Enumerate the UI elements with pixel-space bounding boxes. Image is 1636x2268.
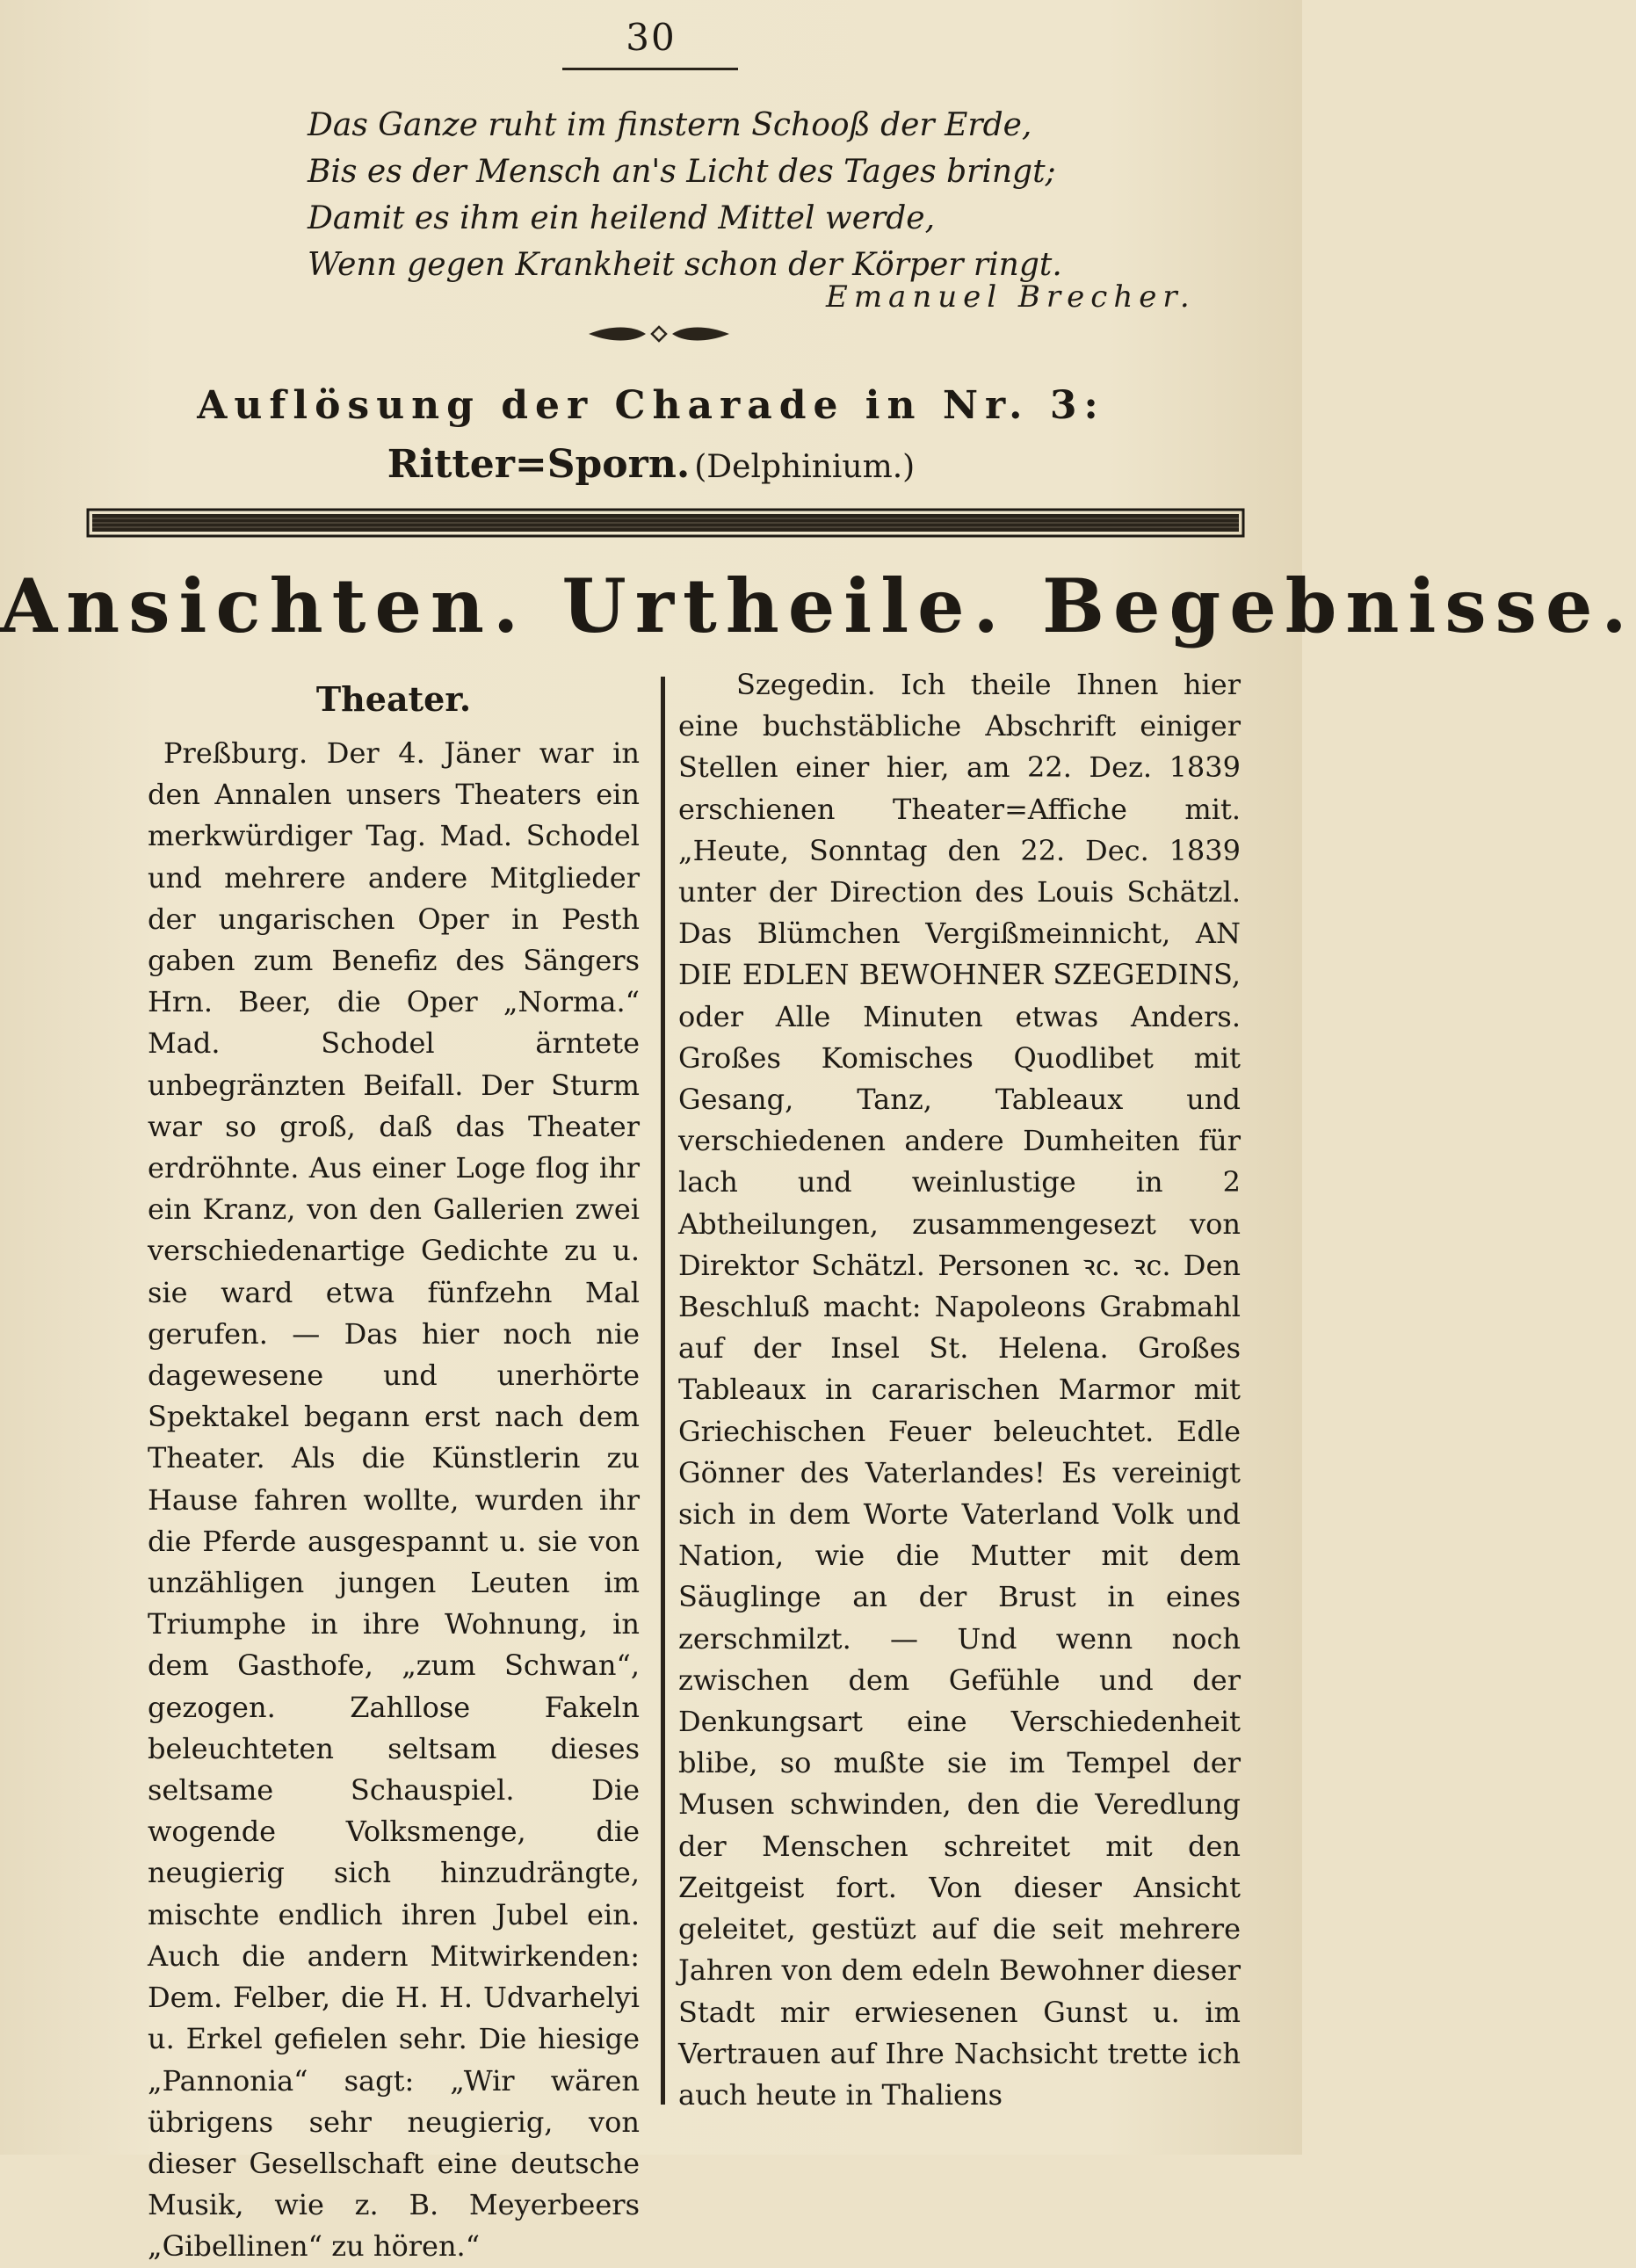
section-divider — [88, 508, 1243, 538]
left-column — [148, 675, 640, 2268]
solution-word: Ritter=Sporn. — [387, 442, 691, 487]
poem-author: Emanuel Brecher. — [826, 279, 1196, 315]
poem-line: Das Ganze ruht im finstern Schooß der Erde, — [308, 107, 1032, 143]
poem — [308, 102, 1098, 288]
right-column — [678, 664, 1241, 2116]
solution-latin: (Delphinium.) — [694, 449, 916, 485]
header-rule — [562, 68, 738, 70]
scroll-ornament-icon — [584, 321, 734, 347]
poem-line: Damit es ihm ein heilend Mittel werde, — [308, 200, 936, 236]
solution-answer — [0, 442, 1302, 487]
solution-title: Auflösung der Charade in Nr. 3: — [197, 383, 1105, 428]
article-text: Szegedin. Ich theile Ihnen hier eine buchstäbliche Abschrift einiger Stellen einer hier, am 22. Dez. 1839 erschienen Theater=Affiche mit. „Heute, Sonntag den 22. Dec. 1839 unter der Direction des Louis Schätzl. Das Blümchen Vergißmeinnicht, AN DIE EDLEN BEWOHNER SZEGEDINS, oder Alle Minuten etwas Anders. Großes Komisches Quodlibet mit Gesang, Tanz, Tableaux und verschiedenen andere Dumheiten für lach und weinlustige in 2 Abtheilungen, zusammengesezt von Direktor Schätzl. Personen ꝛc. ꝛc. Den Beschluß macht: Napoleons Grabmahl auf der Insel St. Helena. Großes Tableaux in cararischen Marmor mit Griechischen Feuer beleuchtet. Edle Gönner des Vaterlandes! Es vereinigt sich in dem Worte Vaterland Volk und Nation, wie die Mutter mit dem Säuglinge an der Brust in eines zerschmilzt. — Und wenn noch zwischen dem Gefühle und der Denkungsart eine Verschiedenheit blibe, so mußte sie im Tempel der Musen schwinden, den die Veredlung der Menschen schreitet mit den Zeitgeist fort. Von dieser Ansicht geleitet, gestüzt auf die seit mehrere Jahren von dem edeln Bewohner dieser Stadt mir erwiesenen Gunst u. im Vertrauen auf Ihre Nachsicht trette ich auch heute in Thaliens — [678, 668, 1241, 2112]
column-divider — [661, 677, 665, 2105]
page-number: 30 — [626, 16, 677, 59]
section-title: Ansichten. Urtheile. Begebnisse. — [0, 562, 1636, 649]
poem-line: Bis es der Mensch an's Licht des Tages bringt; — [308, 154, 1056, 190]
poem-line: Wenn gegen Krankheit schon der Körper ringt. — [308, 247, 1062, 283]
article-text: Preßburg. Der 4. Jäner war in den Annalen unsers Theaters ein merkwürdiger Tag. Mad. Schodel und mehrere andere Mitglieder der ungarischen Oper in Pesth gaben zum Benefiz des Sängers Hrn. Beer, die Oper „Norma.“ Mad. Schodel ärntete unbegränzten Beifall. Der Sturm war so groß, daß das Theater erdröhnte. Aus einer Loge flog ihr ein Kranz, von den Gallerien zwei verschiedenartige Gedichte zu u. sie ward etwa fünfzehn Mal gerufen. — Das hier noch nie dagewesene und unerhörte Spektakel begann erst nach dem Theater. Als die Künstlerin zu Hause fahren wollte, wurden ihr die Pferde ausgespannt u. sie von unzähligen jungen Leuten im Triumphe in ihre Wohnung, in dem Gasthofe, „zum Schwan“, gezogen. Zahllose Fakeln beleuchteten seltsam dieses seltsame Schauspiel. Die wogende Volksmenge, die neugierig sich hinzudrängte, mischte endlich ihren Jubel ein. Auch die andern Mitwirkenden: Dem. Felber, die H. H. Udvarhelyi u. Erkel gefielen sehr. Die hiesige „Pannonia“ sagt: „Wir wären übrigens sehr neugierig, von dieser Gesellschaft eine deutsche Musik, wie z. B. Meyerbeers „Gibellinen“ zu hören.“ — [148, 736, 640, 2264]
column-heading: Theater. — [315, 679, 472, 719]
